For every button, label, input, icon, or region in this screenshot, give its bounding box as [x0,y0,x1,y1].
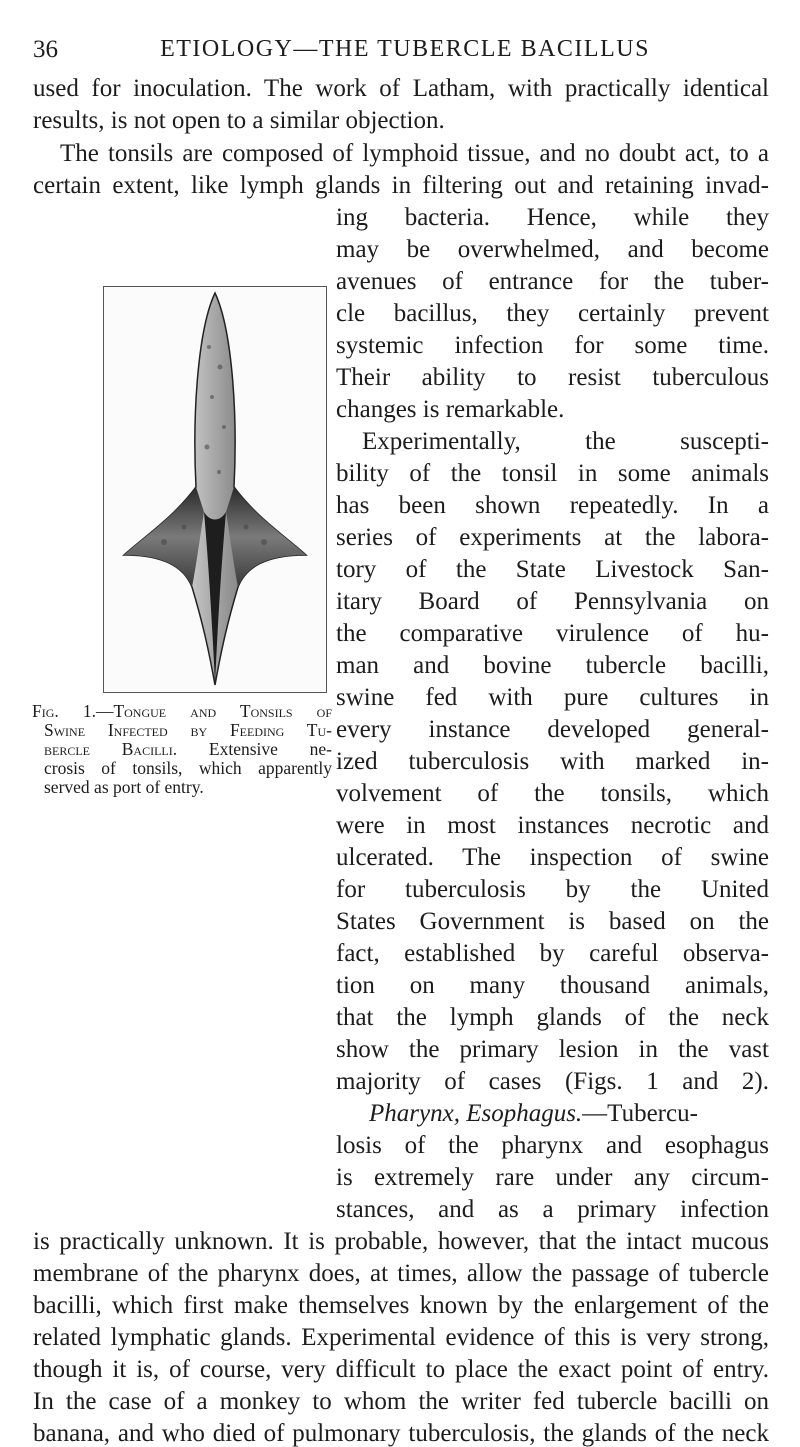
text-line: itary Board of Pennsylvania on [336,588,769,615]
caption-line: Fig. 1.—Tongue and Tonsils of [32,701,332,721]
text-line: bility of the tonsil in some animals [336,460,769,487]
text-line: certain extent, like lymph glands in filtering out and retaining invad- [33,172,769,199]
text-line: changes is remarkable. [336,396,565,423]
caption-text-run: Extensive ne- [177,739,333,759]
section-heading: Pharynx, Esophagus. [369,1100,583,1127]
text-line: Their ability to resist tuberculous [336,364,769,391]
text-line: show the primary lesion in the vast [336,1036,769,1063]
caption-line [44,741,332,759]
text-line: results, is not open to a similar objection. [33,107,445,134]
tongue-tonsils-illustration [104,287,326,692]
text-line: has been shown repeatedly. In a [336,492,769,519]
text-line: may be overwhelmed, and become [336,236,769,263]
text-line: used for inoculation. The work of Latham, with practically identical [33,75,769,102]
text-line: cle bacillus, they certainly prevent [336,300,769,327]
text-line: Experimentally, the suscepti- [362,428,769,455]
text-line: swine fed with pure cultures in [336,684,769,711]
text-line: stances, and as a primary infection [336,1196,769,1223]
text-line: ulcerated. The inspection of swine [336,844,769,871]
text-line: the comparative virulence of hu- [336,620,769,647]
text-line: though it is, of course, very difficult to place the exact point of entry. [33,1356,769,1383]
caption-line: Swine Infected by Feeding Tu- [44,720,332,740]
figure-tongue-tonsils-photo [103,286,327,693]
text-line: losis of the pharynx and esophagus [336,1132,769,1159]
caption-line: served as port of entry. [44,777,204,797]
text-line: ized tuberculosis with marked in- [336,748,769,775]
text-line: every instance developed general- [336,716,769,743]
text-line: majority of cases (Figs. 1 and 2). [336,1068,769,1095]
text-line: tion on many thousand animals, [336,972,769,999]
text-line: related lymphatic glands. Experimental evidence of this is very strong, [33,1324,769,1351]
text-line: bacilli, which first make themselves known by the enlargement of the [33,1292,769,1319]
text-line: The tonsils are composed of lymphoid tissue, and no doubt act, to a [60,140,769,167]
text-line: avenues of entrance for the tuber- [336,268,769,295]
text-line: man and bovine tubercle bacilli, [336,652,769,679]
caption-line: crosis of tonsils, which apparently [44,758,332,778]
text-line: were in most instances necrotic and [336,812,769,839]
text-run: —Tubercu- [582,1100,698,1127]
text-line: is extremely rare under any circum- [336,1164,769,1191]
text-line: fact, established by careful observa- [336,940,769,967]
caption-title-end: bercle Bacilli. [44,739,178,759]
text-line: is practically unknown. It is probable, however, that the intact mucous [33,1228,769,1255]
text-line: that the lymph glands of the neck [336,1004,769,1031]
section-heading-line [369,1101,769,1126]
text-line: In the case of a monkey to whom the writer fed tubercle bacilli on [33,1388,769,1415]
running-head: ETIOLOGY—THE TUBERCLE BACILLUS [160,36,650,62]
text-line: volvement of the tonsils, which [336,780,769,807]
text-line: systemic infection for some time. [336,332,769,359]
text-line: series of experiments at the labora- [336,524,769,551]
text-line: tory of the State Livestock San- [336,556,769,583]
text-line: banana, and who died of pulmonary tuberculosis, the glands of the neck [33,1420,769,1447]
text-line: membrane of the pharynx does, at times, allow the passage of tubercle [33,1260,769,1287]
text-line: States Government is based on the [336,908,769,935]
text-line: ing bacteria. Hence, while they [336,204,769,231]
page-number: 36 [33,36,58,63]
text-line: for tuberculosis by the United [336,876,769,903]
